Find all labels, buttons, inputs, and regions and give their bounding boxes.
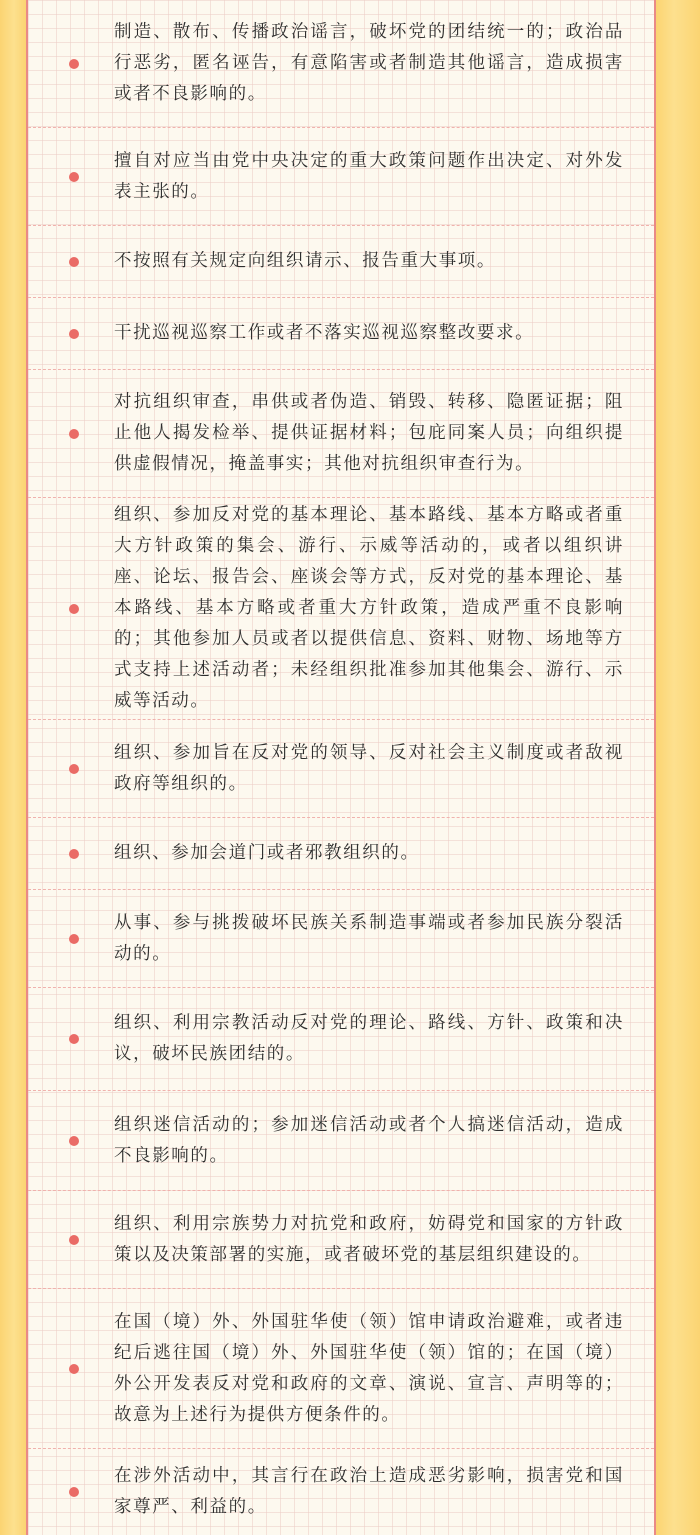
- list-item: [28, 720, 654, 818]
- list-item: [28, 988, 654, 1091]
- list-item-text: 从事、参与挑拨破坏民族关系制造事端或者参加民族分裂活动的。: [114, 912, 624, 964]
- list-item: [28, 370, 654, 498]
- list-item: [28, 128, 654, 226]
- violation-list: [28, 0, 654, 1535]
- list-item-text: 制造、散布、传播政治谣言，破坏党的团结统一的；政治品行恶劣，匿名诬告，有意陷害或者制造其他谣言，造成损害或者不良影响的。: [114, 22, 624, 104]
- bullet-dot-icon: [69, 59, 79, 69]
- list-item-text: 组织、参加旨在反对党的领导、反对社会主义制度或者敌视政府等组织的。: [114, 742, 624, 794]
- list-item-text: 不按照有关规定向组织请示、报告重大事项。: [114, 251, 496, 271]
- list-item: [28, 818, 654, 890]
- bullet-dot-icon: [69, 1364, 79, 1374]
- page-background-right: [656, 0, 700, 1535]
- list-item: [28, 1449, 654, 1535]
- bullet-dot-icon: [69, 329, 79, 339]
- list-item: [28, 226, 654, 298]
- list-item: [28, 1289, 654, 1449]
- list-item-text: 组织迷信活动的；参加迷信活动或者个人搞迷信活动，造成不良影响的。: [114, 1114, 624, 1166]
- bullet-dot-icon: [69, 1136, 79, 1146]
- bullet-dot-icon: [69, 429, 79, 439]
- bullet-dot-icon: [69, 257, 79, 267]
- list-item-text: 在国（境）外、外国驻华使（领）馆申请政治避难，或者违纪后逃往国（境）外、外国驻华使（领）馆的；在国（境）外公开发表反对党和政府的文章、演说、宣言、声明等的；故意为上述行为提供方便条件的。: [114, 1311, 624, 1425]
- list-item-text: 组织、利用宗族势力对抗党和政府，妨碍党和国家的方针政策以及决策部署的实施，或者破坏党的基层组织建设的。: [114, 1213, 624, 1265]
- list-item: [28, 1091, 654, 1191]
- list-item-text: 擅自对应当由党中央决定的重大政策问题作出决定、对外发表主张的。: [114, 150, 624, 202]
- bullet-dot-icon: [69, 1235, 79, 1245]
- list-item-text: 组织、参加反对党的基本理论、基本路线、基本方略或者重大方针政策的集会、游行、示威等活动的，或者以组织讲座、论坛、报告会、座谈会等方式，反对党的基本理论、基本路线、基本方略或者重大方针政策，造成严重不良影响的；其他参加人员或者以提供信息、资料、财物、场地等方式支持上述活动者；未经组织批准参加其他集会、游行、示威等活动。: [114, 505, 624, 711]
- list-item-text: 在涉外活动中，其言行在政治上造成恶劣影响，损害党和国家尊严、利益的。: [114, 1466, 624, 1517]
- bullet-dot-icon: [69, 172, 79, 182]
- list-item-text: 对抗组织审查，串供或者伪造、销毁、转移、隐匿证据；阻止他人揭发检举、提供证据材料；包庇同案人员；向组织提供虚假情况，掩盖事实；其他对抗组织审查行为。: [114, 392, 624, 474]
- bullet-dot-icon: [69, 604, 79, 614]
- bullet-dot-icon: [69, 1034, 79, 1044]
- bullet-dot-icon: [69, 1487, 79, 1497]
- list-item: [28, 1191, 654, 1289]
- list-item-text: 组织、利用宗教活动反对党的理论、路线、方针、政策和决议，破坏民族团结的。: [114, 1013, 624, 1064]
- list-item: [28, 298, 654, 370]
- grid-paper-panel: [26, 0, 656, 1535]
- list-item: [28, 890, 654, 988]
- list-item: [28, 0, 654, 128]
- list-item: [28, 498, 654, 720]
- bullet-dot-icon: [69, 934, 79, 944]
- bullet-dot-icon: [69, 849, 79, 859]
- list-item-text: 干扰巡视巡察工作或者不落实巡视巡察整改要求。: [114, 323, 535, 343]
- bullet-dot-icon: [69, 764, 79, 774]
- list-item-text: 组织、参加会道门或者邪教组织的。: [114, 843, 420, 863]
